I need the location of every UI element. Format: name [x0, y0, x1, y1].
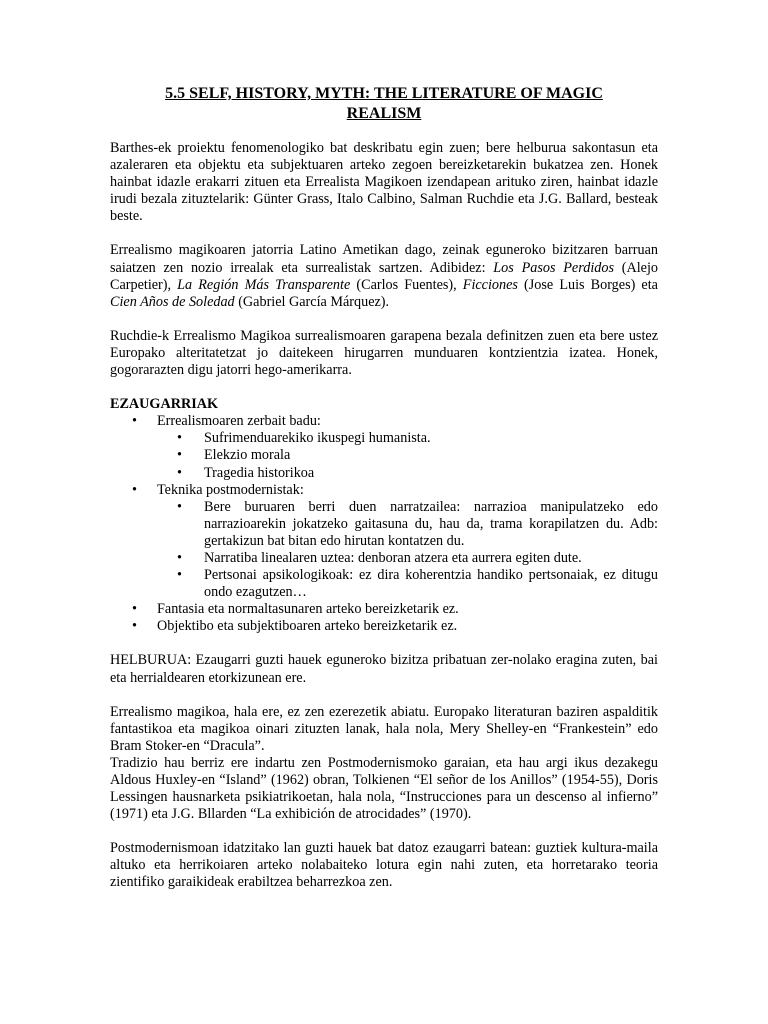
sub-list-item: • Sufrimenduarekiko ikuspegi humanista.: [157, 430, 658, 447]
book-title: Ficciones: [462, 276, 518, 293]
sub-list-item: • Elekzio morala: [157, 447, 658, 464]
paragraph-conclusion: Postmodernismoan idatzitako lan guzti hauek bat datoz ezaugarri batean: guztiek kultura-maila altuko eta herrikoiaren arteko nolabaiteko lotura egin nahi zuten, eta horretarako teoria zientifiko garaikideak erabiltzea beharrezkoa zen.: [110, 840, 658, 891]
sub-list-item: • Pertsonai apsikologikoak: ez dira koherentzia handiko pertsonaiak, ez ditugu ondo ezagutzen…: [157, 567, 658, 601]
paragraph-european-tradition: Errealismo magikoa, hala ere, ez zen ezerezetik abiatu. Europako literaturan baziren aspalditik fantastikoa eta magikoa oinari zituzten lanak, hala nola, Mery Shelley-en “Frankestein” edo Bram Stoker-en “Dracula”.: [110, 703, 658, 754]
list-item: [110, 482, 658, 602]
paragraph-postmodern-works: Tradizio hau berriz ere indartu zen Postmodernismoko garaian, eta hau argi ikus dezakegu Aldous Huxley-en “Island” (1962) obran, Tolkienen “El señor de los Anillos” (1954-55), Doris Lessingen hausnarketa psikiatrikoetan, hala nola, “Instrucciones para un descenso al infierno” (1971) eta J.G. Bllarden “La exhibición de atrocidades” (1970).: [110, 754, 658, 823]
list-item: • Fantasia eta normaltasunaren arteko bereizketarik ez.: [110, 601, 658, 618]
text-span: (Alejo Carpetier),: [110, 259, 658, 293]
sub-list: [157, 430, 658, 481]
book-title: La Región Más Transparente: [177, 276, 351, 293]
text-span: (Jose Luis Borges) eta: [517, 276, 658, 293]
sub-list: [157, 499, 658, 602]
features-heading: EZAUGARRIAK: [110, 396, 218, 413]
document-page: [110, 84, 658, 909]
document-title: 5.5 SELF, HISTORY, MYTH: THE LITERATURE OF MAGIC REALISM: [165, 85, 603, 122]
paragraph-barthes: Barthes-ek proiektu fenomenologiko bat deskribatu egin zuen; bere helburua sakontasun eta azaleraren eta objektu eta subjektuaren arteko zegoen bereizketarekin bukatzea zen. Honek hainbat idazle erakarri zituen eta Errealista Magikoen izendapean arituko ziren, hainbat idazle irudi bezala zituztelarik: Günter Grass, Italo Calbino, Salman Ruchdie eta J.G. Ballard, besteak beste.: [110, 140, 658, 225]
sub-list-item: • Narratiba linealaren uztea: denboran atzera eta aurrera egiten dute.: [157, 550, 658, 567]
book-title: Cien Años de Soledad: [110, 293, 235, 310]
list-item-label: Errealismoaren zerbait badu:: [157, 413, 321, 430]
text-span: (Gabriel García Márquez).: [234, 293, 390, 310]
text-span: Errealismo magikoaren jatorria Latino Ametikan dago, zeinak eguneroko bizitzaren barruan saiatzen zen nozio irrealak eta surrealistak sartzen. Adibidez:: [110, 242, 658, 276]
list-item: [110, 413, 658, 481]
list-item: • Objektibo eta subjektiboaren arteko bereizketarik ez.: [110, 618, 658, 635]
text-span: (Carlos Fuentes),: [350, 276, 463, 293]
features-list: [110, 413, 658, 635]
paragraph-ruchdie: Ruchdie-k Errealismo Magikoa surrealismoaren garapena bezala definitzen zuen eta bere ustez Europako alteritatetzat jo daitekeen hirugarren munduaren kontzientzia izatea. Honek, gogorarazten digu jatorri hego-amerikarra.: [110, 327, 658, 379]
sub-list-item: • Tragedia historikoa: [157, 465, 658, 482]
book-title: Los Pasos Perdidos: [493, 259, 614, 276]
sub-list-item: • Bere buruaren berri duen narratzailea: narrazioa manipulatzeko edo narrazioarekin jokatzeko gaitasuna du, hau da, trama korapilatzen du. Adb: gertakizun bat bitan edo hirutan kontatzen du.: [157, 499, 658, 550]
paragraph-origin: [110, 242, 658, 310]
paragraph-helburua: HELBURUA: Ezaugarri guzti hauek eguneroko bizitza pribatuan zer-nolako eragina zuten, bai eta herrialdearen etorkizunean ere.: [110, 652, 658, 686]
list-item-label: Teknika postmodernistak:: [157, 481, 304, 498]
